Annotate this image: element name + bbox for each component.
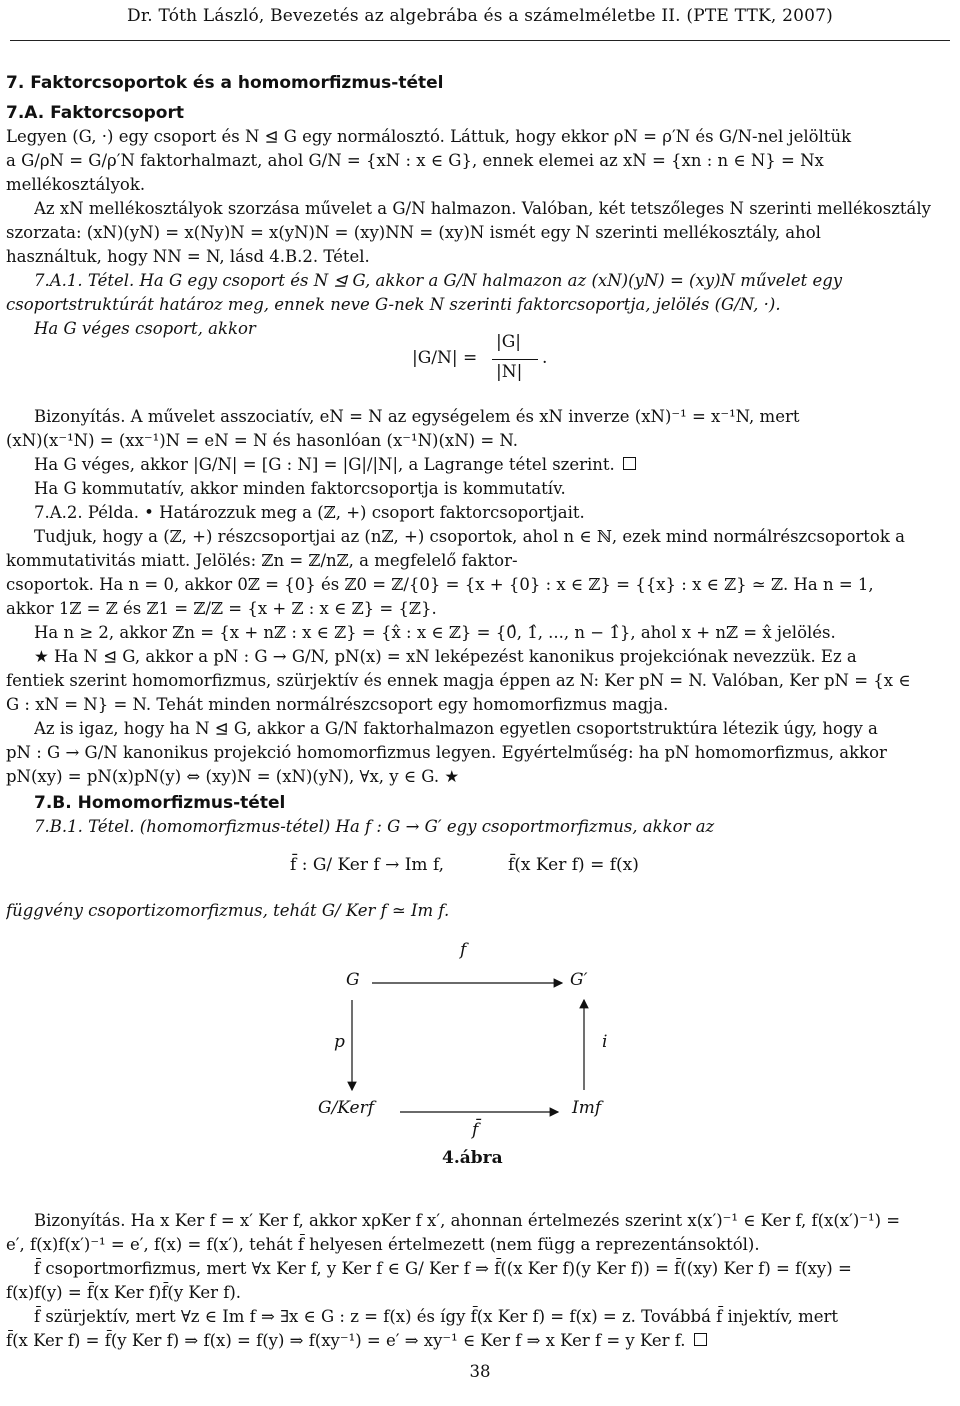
text-line: szorzata: (xN)(yN) = x(Ny)N = x(yN)N = (xy)NN = (xy)N ismét egy N szerinti mellékosztály, ahol [6,223,821,242]
text-line: f̄(x Ker f) = f̄(y Ker f) ⇒ f(x) = f(y) ⇒ f(xy⁻¹) = e′ ⇒ xy⁻¹ ∈ Ker f ⇒ x Ker f = y Ker f. [6,1330,954,1352]
page-number: 38 [469,1362,491,1381]
text-line: Ha n ≥ 2, akkor ℤn = {x + nℤ : x ∈ ℤ} = {x̂ : x ∈ ℤ} = {0̂, 1̂, ..., n − 1̂}, ahol x + nℤ = x̂ jelölés. [34,623,836,642]
theorem-7b1: 7.B.1. Tétel. (homomorfizmus-tétel) Ha f : G → G′ egy csoportmorfizmus, akkor az [34,817,715,836]
text-line: f̄ csoportmorfizmus, mert ∀x Ker f, y Ker f ∈ G/ Ker f ⇒ f̄((x Ker f)(y Ker f)) = f̄((xy) Ker f) = f(xy) = [34,1259,852,1278]
formula-period: . [542,348,548,368]
example-7a2: 7.A.2. Példa. • Határozzuk meg a (ℤ, +) csoport faktorcsoportjait. [34,503,585,522]
text-line: Az is igaz, hogy ha N ⊴ G, akkor a G/N faktorhalmazon egyetlen csoportstruktúra létezik úgy, hogy a [34,719,878,738]
text-line: f(x)f(y) = f̄(x Ker f)f̄(y Ker f). [6,1283,242,1302]
text-line: (xN)(x⁻¹N) = (xx⁻¹)N = eN = N és hasonlóan (x⁻¹N)(xN) = N. [6,431,519,450]
section-title-7: 7. Faktorcsoportok és a homomorfizmus-tétel [6,73,444,93]
label-f: f [460,940,467,960]
formula-map: f̄ : G/ Ker f → Im f, [290,855,445,875]
text-line: csoportstruktúrát határoz meg, ennek neve G-nek N szerinti faktorcsoportja, jelölés (G/N, ·). [6,295,781,314]
text-line: csoportok. Ha n = 0, akkor 0ℤ = {0} és ℤ0 = ℤ/{0} = {x + {0} : x ∈ ℤ} = {{x} : x ∈ ℤ} ≃ ℤ. Ha n = 1, [6,575,874,594]
text-line: használtuk, hogy NN = N, lásd 4.B.2. Tétel. [6,247,370,266]
formula-definition: f̄(x Ker f) = f(x) [508,855,639,875]
text-line: fentiek szerint homomorfizmus, szürjektív és ennek magja éppen az N: Ker pN = N. Valóban, Ker pN = {x ∈ [6,671,911,690]
text-line: pN : G → G/N kanonikus projekció homomorfizmus legyen. Egyértelműség: ha pN homomorfizmus, akkor [6,743,887,762]
text-line: mellékosztályok. [6,175,146,194]
text-line: e′, f(x)f(x′)⁻¹ = e′, f(x) = f(x′), tehát f̄ helyesen értelmezett (nem függ a reprezentánsoktól). [6,1235,760,1254]
section-title-7a: 7.A. Faktorcsoport [6,103,184,123]
text-line: G : xN = N} = N. Tehát minden normálrészcsoport egy homomorfizmus magja. [6,695,669,714]
label-i: i [602,1032,608,1052]
text-line: Az xN mellékosztályok szorzása művelet a G/N halmazon. Valóban, két tetszőleges N szerinti mellékosztály [34,199,931,218]
formula-numerator: |G| [496,332,522,352]
text-line: akkor 1ℤ = ℤ és ℤ1 = ℤ/ℤ = {x + ℤ : x ∈ ℤ} = {ℤ}. [6,599,437,618]
figure-caption: 4.ábra [442,1148,503,1168]
label-p: p [334,1032,345,1052]
text-line: a G/ρN = G/ρ′N faktorhalmazt, ahol G/N = {xN : x ∈ G}, ennek elemei az xN = {xn : n ∈ N} = Nx [6,151,824,170]
text-line: kommutativitás miatt. Jelölés: ℤn = ℤ/nℤ, a megfelelő faktor- [6,551,518,570]
text-line: függvény csoportizomorfizmus, tehát G/ Ker f ≃ Im f. [6,901,450,920]
formula-lhs: |G/N| = [412,348,478,368]
header-rule [10,40,950,41]
formula-denominator: |N| [496,362,523,382]
section-title-7b: 7.B. Homomorfizmus-tétel [34,793,286,813]
node-g: G [346,970,360,990]
node-g-prime: G′ [570,970,588,990]
node-image: Imf [572,1098,602,1118]
text-line: Ha G kommutatív, akkor minden faktorcsoportja is kommutatív. [34,479,566,498]
text-line: f̄ szürjektív, mert ∀z ∈ Im f ⇒ ∃x ∈ G : z = f(x) és így f̄(x Ker f) = f(x) = z. Továbbá f̄ injektív, mert [34,1307,839,1326]
commutative-diagram [300,940,640,1170]
label-fbar: f̄ [472,1120,479,1140]
fraction-bar [492,359,538,360]
text-line: ★ Ha N ⊴ G, akkor a pN : G → G/N, pN(x) = xN leképezést kanonikus projekciónak nevezzük. Ez a [34,647,857,666]
proof-line: Bizonyítás. A művelet asszociatív, eN = N az egységelem és xN inverze (xN)⁻¹ = x⁻¹N, mert [34,407,800,426]
text-line: pN(xy) = pN(x)pN(y) ⇔ (xy)N = (xN)(yN), ∀x, y ∈ G. ★ [6,767,460,786]
text-line: Legyen (G, ·) egy csoport és N ⊴ G egy normálosztó. Láttuk, hogy ekkor ρN = ρ′N és G/N-nel jelöltük [6,127,852,146]
running-header: Dr. Tóth László, Bevezetés az algebrába és a számelméletbe II. (PTE TTK, 2007) [126,6,834,26]
isomorphism-formula [290,855,639,875]
order-formula [412,332,552,386]
qed-square [623,457,636,470]
node-quotient: G/Kerf [318,1098,375,1118]
qed-square [694,1333,707,1346]
proof-line: Bizonyítás. Ha x Ker f = x′ Ker f, akkor xρKer f x′, ahonnan értelmezés szerint x(x′)⁻¹ ∈ Ker f, f(x(x′)⁻¹) = [34,1211,901,1230]
theorem-7a1: 7.A.1. Tétel. Ha G egy csoport és N ⊴ G, akkor a G/N halmazon az (xN)(yN) = (xy)N művelet egy [34,271,843,290]
text-line: Tudjuk, hogy a (ℤ, +) részcsoportjai az (nℤ, +) csoportok, ahol n ∈ ℕ, ezek mind normálrészcsoportok a [34,527,905,546]
text-line: Ha G véges, akkor |G/N| = [G : N] = |G|/|N|, a Lagrange tétel szerint. [34,454,954,476]
text-line: Ha G véges csoport, akkor [34,319,256,338]
